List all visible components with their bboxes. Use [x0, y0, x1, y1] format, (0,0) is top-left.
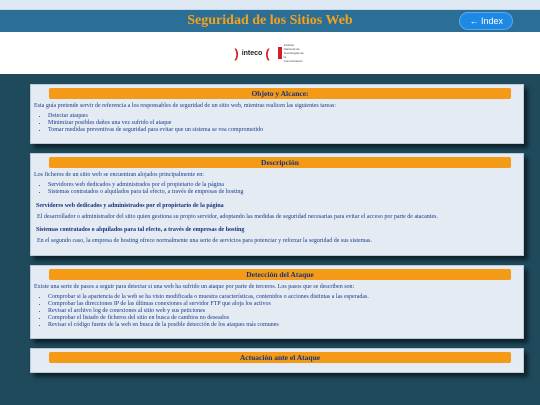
logo-brand: inteco: [241, 49, 263, 57]
list-item: • Comprobar las direcciones IP de las últimas conexiones al servidor FTP que aloja los activos: [48, 301, 517, 308]
section-objeto: [30, 84, 524, 144]
logo-paren-icon: ): [234, 45, 239, 61]
section-intro: Esta guía pretende servir de referencia a los responsables de seguridad de un sitio web, mientras realicen las siguientes tareas:: [34, 103, 336, 109]
title-bar: [0, 10, 540, 32]
index-button[interactable]: ← Index: [459, 12, 513, 30]
section-descripcion: [30, 153, 524, 256]
list-item: • Sistemas contratados o alquilados para tal efecto, a través de empresas de hosting: [48, 189, 517, 196]
main-content: [0, 74, 540, 373]
inteco-logo: [234, 46, 269, 61]
section-list: [48, 182, 517, 196]
section-title: Descripción: [49, 157, 511, 168]
section-deteccion: [30, 265, 524, 339]
section-list: [48, 113, 517, 134]
list-item: • Detectar ataques: [48, 113, 517, 120]
subsection-text: El desarrollador o administrador del sitio quien gestiona su propio servidor, adoptando las medidas de seguridad necesarias para evitar el acceso por parte de atacantes.: [37, 214, 438, 220]
logo-subtitle-block: [278, 43, 306, 63]
logo-paren-icon: (: [265, 45, 270, 61]
list-item: • Comprobar el listado de ficheros del sitio en busca de cambios no deseados: [48, 315, 517, 322]
logo-bar: [0, 32, 540, 74]
list-item: • Tomar medidas preventivas de seguridad para evitar que un sistema se vea comprometido: [48, 127, 517, 134]
logo-subtitle: Instituto Nacional de Tecnologías de la Comunicación: [283, 43, 304, 63]
subsection-heading: Servidores web dedicados y administrados por el propietario de la página: [36, 203, 224, 209]
section-title: Actuación ante el Ataque: [49, 352, 511, 363]
logo-bar-icon: [278, 47, 282, 59]
section-list: [48, 294, 517, 329]
list-item: • Revisar el código fuente de la web en busca de la posible detección de los ataques más comunes: [48, 322, 517, 329]
section-title: Objeto y Alcance:: [49, 88, 511, 99]
subsection-heading: Sistemas contratados o alquilados para tal efecto, a través de empresas de hosting: [36, 227, 245, 233]
list-item: • Comprobar si la apariencia de la web se ha visto modificada o muestra características, contenidos o acciones distintas a las esperadas.: [48, 294, 517, 301]
page-title: Seguridad de los Sitios Web: [187, 13, 353, 28]
list-item: • Minimizar posibles daños una vez sufrido el ataque: [48, 120, 517, 127]
subsection-text: En el segundo caso, la empresa de hosting ofrece normalmente una serie de servicios para potenciar y reforzar la seguridad de sus sistemas.: [37, 238, 372, 244]
section-title: Detección del Ataque: [49, 269, 511, 280]
list-item: • Revisar el archivo log de conexiones al sitio web y sus peticiones: [48, 308, 517, 315]
section-actuacion: [30, 348, 524, 373]
list-item: • Servidores web dedicados y administrados por el propietario de la página: [48, 182, 517, 189]
section-intro: Los ficheros de un sitio web se encuentran alojados principalmente en:: [34, 172, 204, 178]
top-strip: [0, 0, 540, 10]
section-intro: Existe una serie de pasos a seguir para detectar si una web ha sufrido un ataque por parte de terceros. Los pasos que se describen son:: [34, 284, 355, 290]
